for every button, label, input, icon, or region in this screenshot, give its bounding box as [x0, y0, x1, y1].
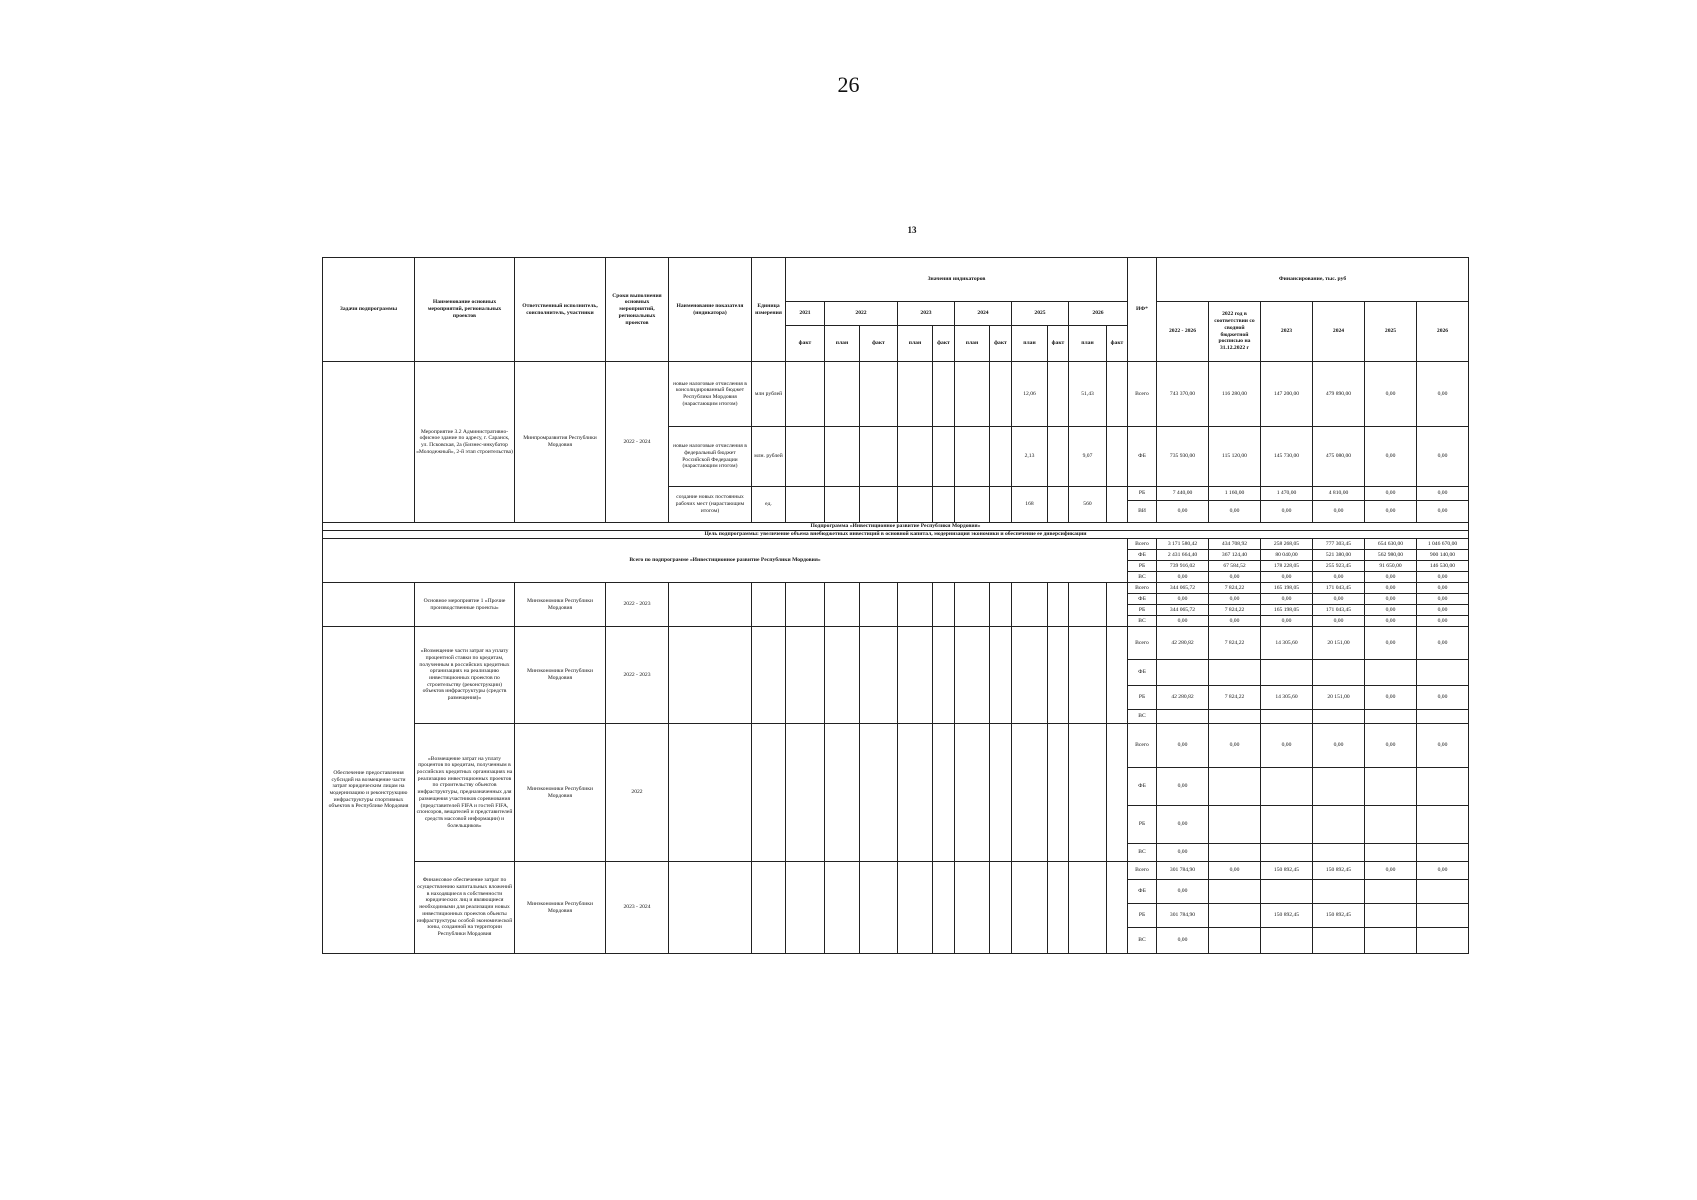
- finance-value: 562 980,00: [1365, 550, 1417, 561]
- finance-source: РБ: [1128, 686, 1157, 710]
- finance-value: [1417, 928, 1469, 954]
- finance-value: 0,00: [1209, 501, 1261, 523]
- finance-value: 178 228,05: [1261, 561, 1313, 572]
- finance-value: [1157, 710, 1209, 724]
- m2-executor: Минэкономики Республики Мордовия: [515, 627, 606, 724]
- finance-value: [1313, 880, 1365, 904]
- header-task: Задачи подпрограммы: [323, 258, 415, 362]
- finance-value: 145 730,00: [1261, 427, 1313, 487]
- finance-value: 165 198,05: [1261, 583, 1313, 594]
- finance-value: 0,00: [1365, 724, 1417, 768]
- finance-value: 0,00: [1313, 724, 1365, 768]
- finance-value: 0,00: [1365, 627, 1417, 660]
- finance-value: 7 440,00: [1157, 487, 1209, 501]
- finance-value: 14 305,60: [1261, 627, 1313, 660]
- finance-value: 367 124,40: [1209, 550, 1261, 561]
- finance-value: 0,00: [1157, 768, 1209, 806]
- finance-value: 479 890,00: [1313, 362, 1365, 427]
- finance-value: 0,00: [1365, 686, 1417, 710]
- finance-value: 0,00: [1417, 724, 1469, 768]
- header-indicator: Наименование показателя (индикатора): [669, 258, 752, 362]
- finance-source: ВИ: [1128, 501, 1157, 523]
- year-2023: 2023: [898, 302, 955, 326]
- finance-value: [1417, 710, 1469, 724]
- finance-value: 150 892,45: [1261, 862, 1313, 880]
- finance-source: ФБ: [1128, 550, 1157, 561]
- finance-value: [1209, 768, 1261, 806]
- subhdr-plan: план: [898, 326, 933, 362]
- finance-value: 20 151,00: [1313, 686, 1365, 710]
- finance-value: 0,00: [1313, 501, 1365, 523]
- finance-value: 0,00: [1157, 928, 1209, 954]
- finance-value: 258 268,05: [1261, 539, 1313, 550]
- finance-source: ФБ: [1128, 880, 1157, 904]
- finance-value: 0,00: [1417, 572, 1469, 583]
- finance-value: 0,00: [1365, 487, 1417, 501]
- subhdr-fact: факт: [860, 326, 898, 362]
- finance-value: 146 530,00: [1417, 561, 1469, 572]
- finance-value: [1313, 660, 1365, 686]
- finance-source: РБ: [1128, 487, 1157, 501]
- finance-value: [1209, 928, 1261, 954]
- finance-value: 0,00: [1209, 862, 1261, 880]
- finance-value: 7 824,22: [1209, 627, 1261, 660]
- finance-value: 0,00: [1417, 362, 1469, 427]
- finance-value: [1157, 660, 1209, 686]
- finance-value: 434 708,92: [1209, 539, 1261, 550]
- finance-value: 0,00: [1157, 616, 1209, 627]
- indicator-plan-2025: 168: [1012, 487, 1048, 523]
- task-name: Обеспечение предоставления субсидий на возмещение части затрат юридическим лицам на модернизацию и реконструкцию инфраструктуры спортивных объектов в Республике Мордовия: [323, 627, 415, 954]
- indicator-name: создание новых постоянных рабочих мест (нарастающим итогом): [669, 487, 752, 523]
- finance-value: [1365, 710, 1417, 724]
- finance-value: 0,00: [1157, 806, 1209, 844]
- finance-value: 116 280,00: [1209, 362, 1261, 427]
- main1-executor: Минэкономики Республики Мордовия: [515, 583, 606, 627]
- finance-value: 0,00: [1365, 605, 1417, 616]
- finance-value: 7 824,22: [1209, 583, 1261, 594]
- finance-value: [1261, 844, 1313, 862]
- m4-terms: 2023 - 2024: [606, 862, 669, 954]
- fin-col-2026: 2026: [1417, 302, 1469, 362]
- finance-value: 2 431 664,40: [1157, 550, 1209, 561]
- finance-value: 475 080,00: [1313, 427, 1365, 487]
- finance-value: [1261, 660, 1313, 686]
- finance-value: 0,00: [1417, 594, 1469, 605]
- finance-value: [1261, 928, 1313, 954]
- finance-value: 171 043,45: [1313, 583, 1365, 594]
- finance-value: 0,00: [1417, 862, 1469, 880]
- activity32-terms: 2022 - 2024: [606, 362, 669, 523]
- finance-value: [1261, 710, 1313, 724]
- indicator-name: новые налоговые отчисления в федеральный бюджет Российской Федерации (нарастающим итогом): [669, 427, 752, 487]
- finance-value: 0,00: [1157, 880, 1209, 904]
- finance-value: 0,00: [1209, 594, 1261, 605]
- m2-terms: 2022 - 2023: [606, 627, 669, 724]
- finance-value: 0,00: [1313, 594, 1365, 605]
- finance-source: РБ: [1128, 605, 1157, 616]
- task-cell-empty: [323, 362, 415, 523]
- finance-value: [1209, 660, 1261, 686]
- finance-value: [1313, 844, 1365, 862]
- finance-value: 20 151,00: [1313, 627, 1365, 660]
- finance-value: 777 303,45: [1313, 539, 1365, 550]
- finance-value: [1417, 806, 1469, 844]
- activity32-name: Мероприятие 3.2 Административно-офисное здание по адресу, г. Саранск, ул. Псковская, 2а (Бизнес-инкубатор «Молодежный», 2-й этап строительства): [415, 362, 515, 523]
- finance-value: 115 120,00: [1209, 427, 1261, 487]
- fin-col-2023: 2023: [1261, 302, 1313, 362]
- finance-value: 0,00: [1261, 616, 1313, 627]
- finance-value: 0,00: [1417, 605, 1469, 616]
- finance-value: 0,00: [1417, 501, 1469, 523]
- finance-value: [1313, 806, 1365, 844]
- finance-value: 4 810,00: [1313, 487, 1365, 501]
- finance-value: 67 584,52: [1209, 561, 1261, 572]
- finance-value: 344 065,72: [1157, 605, 1209, 616]
- finance-value: 1 160,00: [1209, 487, 1261, 501]
- main1-terms: 2022 - 2023: [606, 583, 669, 627]
- finance-value: 3 171 580,42: [1157, 539, 1209, 550]
- subhdr-fact: факт: [990, 326, 1012, 362]
- finance-source: ВС: [1128, 616, 1157, 627]
- finance-value: 0,00: [1417, 427, 1469, 487]
- header-unit: Единица измерения: [752, 258, 786, 362]
- header-values-group: Значения индикаторов: [786, 258, 1128, 302]
- finance-source: ФБ: [1128, 427, 1157, 487]
- finance-value: [1313, 928, 1365, 954]
- m3-executor: Минэкономики Республики Мордовия: [515, 724, 606, 862]
- finance-value: 0,00: [1365, 362, 1417, 427]
- finance-value: 0,00: [1365, 427, 1417, 487]
- finance-value: 0,00: [1209, 572, 1261, 583]
- finance-value: 42 280,82: [1157, 686, 1209, 710]
- finance-value: 0,00: [1417, 583, 1469, 594]
- finance-value: 0,00: [1157, 724, 1209, 768]
- header-finance-group: Финансирование, тыс. руб: [1157, 258, 1469, 302]
- subhdr-fact: факт: [786, 326, 825, 362]
- indicator-unit: ед.: [752, 487, 786, 523]
- indicator-plan-2026: 51,43: [1069, 362, 1107, 427]
- finance-value: 0,00: [1417, 686, 1469, 710]
- header-source: ИФ*: [1128, 258, 1157, 362]
- finance-value: 150 892,45: [1261, 904, 1313, 928]
- subprogram-title: Подпрограмма «Инвестиционное развитие Республики Мордовия»: [323, 523, 1469, 531]
- finance-source: ФБ: [1128, 660, 1157, 686]
- m3-terms: 2022: [606, 724, 669, 862]
- finance-value: [1365, 660, 1417, 686]
- finance-value: [1417, 880, 1469, 904]
- header-activity: Наименование основных мероприятий, региональных проектов: [415, 258, 515, 362]
- indicator-plan-2025: 12,06: [1012, 362, 1048, 427]
- finance-value: 0,00: [1365, 862, 1417, 880]
- finance-value: 743 370,00: [1157, 362, 1209, 427]
- finance-value: 0,00: [1365, 594, 1417, 605]
- finance-value: [1261, 880, 1313, 904]
- finance-value: [1261, 806, 1313, 844]
- finance-value: 0,00: [1157, 572, 1209, 583]
- finance-value: 0,00: [1209, 724, 1261, 768]
- finance-value: 165 198,05: [1261, 605, 1313, 616]
- finance-value: 301 784,90: [1157, 862, 1209, 880]
- page-number: 26: [837, 72, 860, 97]
- year-2024: 2024: [955, 302, 1012, 326]
- finance-value: [1365, 904, 1417, 928]
- finance-value: 147 200,00: [1261, 362, 1313, 427]
- finance-value: 735 930,00: [1157, 427, 1209, 487]
- indicator-plan-2025: 2,13: [1012, 427, 1048, 487]
- finance-value: [1365, 806, 1417, 844]
- finance-value: 1 046 670,00: [1417, 539, 1469, 550]
- finance-value: 91 650,00: [1365, 561, 1417, 572]
- indicator-unit: млн рублей: [752, 362, 786, 427]
- m3-name: «Возмещение затрат на уплату процентов по кредитам, полученным в российских кредитных организациях на реализацию инвестиционных проектов по строительству объектов инфраструктуры, предназначенных для размещения участников соревнования (представителей FIFA и гостей FIFA, спонсоров, вещателей и представителей средств массовой информации) и болельщиков»: [415, 724, 515, 862]
- fin-col-2024: 2024: [1313, 302, 1365, 362]
- finance-value: [1209, 844, 1261, 862]
- finance-value: 0,00: [1365, 501, 1417, 523]
- subhdr-fact: факт: [933, 326, 955, 362]
- finance-source: Всего: [1128, 539, 1157, 550]
- finance-value: 7 824,22: [1209, 686, 1261, 710]
- finance-value: 0,00: [1417, 627, 1469, 660]
- finance-value: 900 140,00: [1417, 550, 1469, 561]
- finance-value: 0,00: [1157, 501, 1209, 523]
- finance-value: [1209, 710, 1261, 724]
- finance-source: ВС: [1128, 572, 1157, 583]
- header-executor: Ответственный исполнитель, соисполнитель, участники: [515, 258, 606, 362]
- finance-source: ВС: [1128, 928, 1157, 954]
- finance-source: ВС: [1128, 710, 1157, 724]
- indicator-unit: млн. рублей: [752, 427, 786, 487]
- finance-value: 0,00: [1261, 724, 1313, 768]
- m2-name: «Возмещение части затрат на уплату процентной ставки по кредитам, полученным в российских кредитных организациях на реализацию инвестиционных проектов по строительству (реконструкции) объектов инфраструктуры (средств размещения)»: [415, 627, 515, 724]
- finance-value: 0,00: [1313, 572, 1365, 583]
- year-2022: 2022: [825, 302, 898, 326]
- subprogram-total-label: Всего по подпрограмме «Инвестиционное развитие Республики Мордовия»: [323, 539, 1128, 583]
- finance-value: 0,00: [1417, 487, 1469, 501]
- finance-value: 255 923,45: [1313, 561, 1365, 572]
- subhdr-fact: факт: [1048, 326, 1069, 362]
- activity32-executor: Минпромразвития Республики Мордовия: [515, 362, 606, 523]
- finance-value: 80 040,00: [1261, 550, 1313, 561]
- finance-value: 150 892,45: [1313, 904, 1365, 928]
- year-2026: 2026: [1069, 302, 1128, 326]
- program-table: [322, 257, 1469, 954]
- header-terms: Сроки выполнения основных мероприятий, региональных проектов: [606, 258, 669, 362]
- finance-source: РБ: [1128, 561, 1157, 572]
- finance-value: 0,00: [1365, 572, 1417, 583]
- finance-source: ФБ: [1128, 594, 1157, 605]
- indicator-plan-2026: 9,07: [1069, 427, 1107, 487]
- finance-value: 0,00: [1365, 583, 1417, 594]
- finance-source: Всего: [1128, 362, 1157, 427]
- finance-source: ВС: [1128, 844, 1157, 862]
- finance-value: 739 916,02: [1157, 561, 1209, 572]
- finance-source: ФБ: [1128, 768, 1157, 806]
- finance-value: 14 305,60: [1261, 686, 1313, 710]
- main1-name: Основное мероприятие 1 «Прочие производственные проекты»: [415, 583, 515, 627]
- finance-value: [1417, 660, 1469, 686]
- sub-page-number: 13: [907, 225, 917, 235]
- finance-value: [1365, 844, 1417, 862]
- m4-executor: Минэкономики Республики Мордовия: [515, 862, 606, 954]
- fin-col-total: 2022 - 2026: [1157, 302, 1209, 362]
- finance-value: 1 470,00: [1261, 487, 1313, 501]
- indicator-name: новые налоговые отчисления в консолидированный бюджет Республики Мордовия (нарастающим итогом): [669, 362, 752, 427]
- finance-value: 0,00: [1209, 616, 1261, 627]
- year-2025: 2025: [1012, 302, 1069, 326]
- finance-value: [1209, 880, 1261, 904]
- subhdr-plan: план: [955, 326, 990, 362]
- finance-value: 301 784,90: [1157, 904, 1209, 928]
- finance-value: 0,00: [1261, 572, 1313, 583]
- finance-value: 0,00: [1157, 594, 1209, 605]
- finance-value: 0,00: [1313, 616, 1365, 627]
- task-cell-empty: [323, 583, 415, 627]
- finance-value: [1365, 768, 1417, 806]
- finance-source: Всего: [1128, 724, 1157, 768]
- finance-value: 654 630,00: [1365, 539, 1417, 550]
- finance-source: РБ: [1128, 806, 1157, 844]
- indicator-plan-2026: 560: [1069, 487, 1107, 523]
- finance-value: [1261, 768, 1313, 806]
- subhdr-fact: факт: [1107, 326, 1128, 362]
- finance-value: 521 380,00: [1313, 550, 1365, 561]
- finance-value: [1365, 880, 1417, 904]
- finance-value: 42 280,82: [1157, 627, 1209, 660]
- finance-value: 0,00: [1261, 594, 1313, 605]
- fin-col-2025: 2025: [1365, 302, 1417, 362]
- finance-value: 150 892,45: [1313, 862, 1365, 880]
- fin-col-2022: 2022 год в соответствии со сводной бюджетной росписью на 31.12.2022 г: [1209, 302, 1261, 362]
- subhdr-plan: план: [825, 326, 860, 362]
- finance-value: [1209, 904, 1261, 928]
- finance-source: РБ: [1128, 904, 1157, 928]
- year-2021: 2021: [786, 302, 825, 326]
- finance-value: [1313, 710, 1365, 724]
- finance-source: Всего: [1128, 627, 1157, 660]
- finance-value: 0,00: [1365, 616, 1417, 627]
- finance-value: 344 065,72: [1157, 583, 1209, 594]
- finance-value: [1417, 904, 1469, 928]
- subhdr-plan: план: [1069, 326, 1107, 362]
- finance-source: Всего: [1128, 583, 1157, 594]
- finance-value: 0,00: [1261, 501, 1313, 523]
- finance-value: 0,00: [1157, 844, 1209, 862]
- finance-value: [1313, 768, 1365, 806]
- finance-value: [1417, 768, 1469, 806]
- finance-source: Всего: [1128, 862, 1157, 880]
- subprogram-goal: Цель подпрограммы: увеличение объема внебюджетных инвестиций в основной капитал, модернизация экономики и обеспечение ее диверсификации: [323, 531, 1469, 539]
- finance-value: [1365, 928, 1417, 954]
- m4-name: Финансовое обеспечение затрат по осуществлению капитальных вложений в находящиеся в собственности юридических лиц и являющиеся необходимыми для реализации новых инвестиционных проектов объекты инфраструктуры особой экономической зоны, созданной на территории Республики Мордовия: [415, 862, 515, 954]
- finance-value: [1417, 844, 1469, 862]
- finance-value: 171 043,45: [1313, 605, 1365, 616]
- finance-value: [1209, 806, 1261, 844]
- finance-value: 0,00: [1417, 616, 1469, 627]
- finance-value: 7 824,22: [1209, 605, 1261, 616]
- subhdr-plan: план: [1012, 326, 1048, 362]
